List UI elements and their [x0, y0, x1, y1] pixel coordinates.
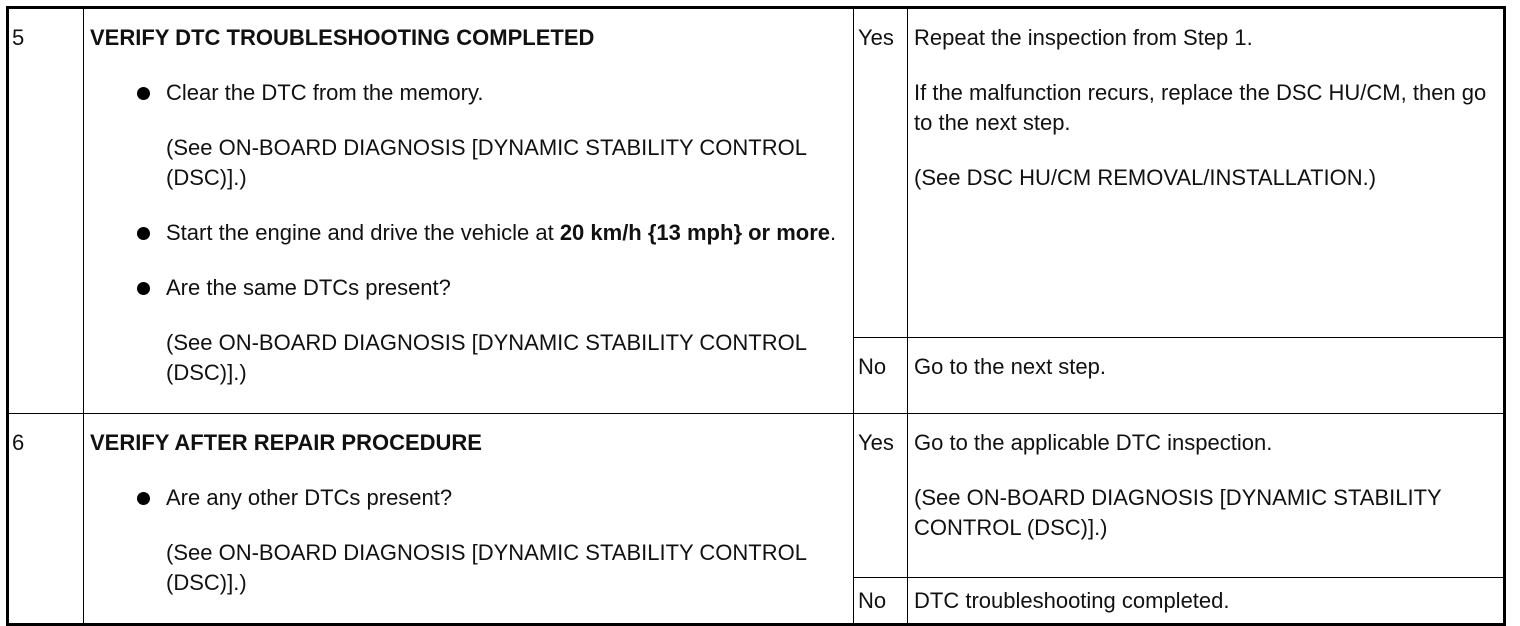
result-text: Go to the applicable DTC inspection. [914, 430, 1273, 455]
reference-note: (See ON-BOARD DIAGNOSIS [DYNAMIC STABILITY CONTROL (DSC)].) [166, 135, 807, 190]
step-heading: VERIFY AFTER REPAIR PROCEDURE [90, 430, 482, 455]
troubleshooting-table [6, 6, 1506, 626]
result-yes-cell [908, 8, 1505, 338]
result-text: Go to the next step. [914, 353, 1107, 379]
step-action-cell [84, 8, 854, 414]
result-text: Repeat the inspection from Step 1. [914, 25, 1253, 50]
step-number-cell [8, 414, 84, 625]
reference-note: (See ON-BOARD DIAGNOSIS [DYNAMIC STABILITY CONTROL (DSC)].) [914, 485, 1442, 540]
bullet-icon [137, 87, 150, 100]
bullet-text: Are any other DTCs present? [166, 485, 453, 510]
reference-note: (See ON-BOARD DIAGNOSIS [DYNAMIC STABILITY CONTROL (DSC)].) [166, 540, 807, 595]
step-row-yes [8, 414, 1505, 578]
result-text: DTC troubleshooting completed. [914, 587, 1230, 613]
reference-note: (See DSC HU/CM REMOVAL/INSTALLATION.) [914, 165, 1377, 190]
step-row-yes [8, 8, 1505, 338]
answer-no: No [854, 337, 908, 413]
answer-yes: Yes [854, 414, 908, 578]
result-yes-cell [908, 414, 1505, 578]
answer-no: No [854, 577, 908, 624]
bullet-text-suffix: . [830, 220, 837, 245]
bullet-text: Clear the DTC from the memory. [166, 80, 484, 105]
result-no-cell [908, 577, 1505, 624]
step-heading: VERIFY DTC TROUBLESHOOTING COMPLETED [90, 25, 595, 50]
bullet-item [90, 483, 853, 513]
step-number: 6 [12, 430, 25, 455]
result-text: If the malfunction recurs, replace the DSC HU/CM, then go to the next step. [914, 80, 1487, 135]
bullet-text: Are the same DTCs present? [166, 275, 451, 300]
step-action-cell [84, 414, 854, 625]
speed-condition: 20 km/h {13 mph} or more [559, 220, 831, 245]
bullet-text [166, 220, 836, 245]
step-number: 5 [12, 25, 25, 50]
bullet-icon [137, 227, 150, 240]
result-no-cell [908, 337, 1505, 413]
bullet-icon [137, 492, 150, 505]
answer-yes: Yes [854, 8, 908, 338]
reference-note: (See ON-BOARD DIAGNOSIS [DYNAMIC STABILITY CONTROL (DSC)].) [166, 330, 807, 385]
bullet-text-prefix: Start the engine and drive the vehicle at [166, 220, 560, 245]
bullet-item [90, 218, 853, 248]
bullet-icon [137, 282, 150, 295]
bullet-item [90, 78, 853, 108]
bullet-item [90, 273, 853, 303]
step-number-cell [8, 8, 84, 414]
